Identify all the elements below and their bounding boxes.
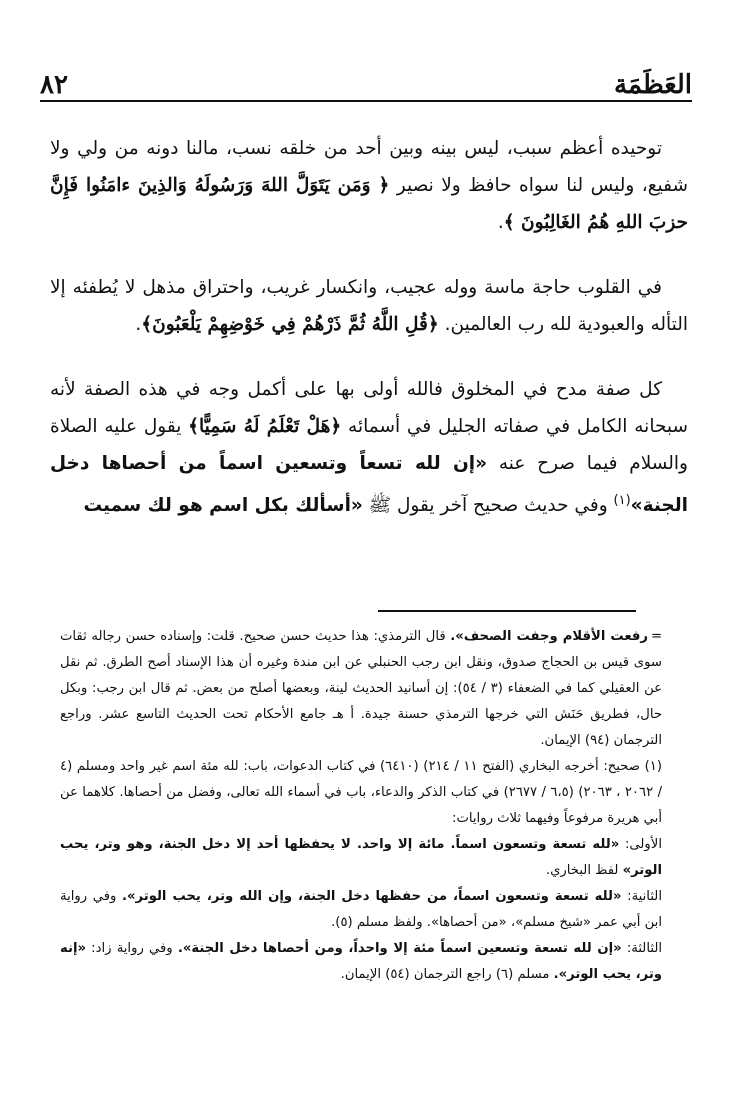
sentence-end: . — [497, 212, 504, 233]
quran-verse: ﴿قُلِ اللَّهُ ثُمَّ ذَرْهُمْ فِي خَوْضِهِمْ يَلْعَبُونَ﴾ — [141, 314, 439, 335]
footnote-1 — [60, 754, 662, 832]
hadith-quote: «أسألك بكل اسم هو لك سميت — [83, 495, 363, 517]
narration-lead: الأولى: — [619, 837, 662, 852]
paragraph-text: توحيده أعظم سبب، ليس بينه وبين أحد من خلقه نسب، مالنا دونه من ولي ولا شفيع، وليس لنا سواه حافظ ولا نصير — [50, 138, 688, 196]
footnote-text: وفي رواية زاد: — [86, 941, 178, 956]
main-text — [50, 130, 688, 552]
paragraph-text: كل صفة مدح في المخلوق فالله أولى بها على أكمل وجه في هذه الصفة لأنه سبحانه الكامل في صفاته الجليل في أسمائه — [50, 379, 688, 437]
footnote-bold: «إنه وتر، يحب الوتر». — [60, 941, 662, 982]
running-title: العَظَمَة — [614, 70, 692, 100]
narration-lead: الثانية: — [621, 889, 662, 904]
footnote-narration-1 — [60, 832, 662, 884]
paragraph-1 — [50, 130, 688, 241]
continuation-mark: = — [650, 629, 662, 644]
page-number: ٨٢ — [40, 70, 68, 100]
paragraph-text: وفي حديث صحيح آخر يقول ﷺ — [362, 495, 614, 517]
footnote-bold: «لله تسعة وتسعون اسماً، من حفظها دخل الجنة، وإن الله وتر، يحب الوتر». — [122, 889, 622, 904]
footnote-continued — [60, 624, 662, 754]
footnote-text: قال الترمذي: هذا حديث حسن صحيح. قلت: وإسناده حسن رجاله ثقات سوى قيس بن الحجاج صدوق، ونقل ابن رجب الحنبلي عن ابن مندة وغيره أن هذا الإسناد أصح الطرق. ثم نقل عن العقيلي كما في الضعفاء (٣ / ٥٤): إن أسانيد الحديث لينة، وبعضها أصلح من بعض. ثم قال ابن رجب: وبكل حال، فطريق حَنَش التي خرجها الترمذي حسنة جيدة. أ هـ جامع الأحكام تحت الحديث التاسع عشر. وراجع الترجمان (٩٤) الإيمان. — [60, 629, 663, 748]
footnote-text: صحيح: أخرجه البخاري (الفتح ١١ / ٢١٤) (٦٤١٠) في كتاب الدعوات، باب: لله مئة اسم غير واحد ومسلم (٤ / ٢٠٦٢ ، ٢٠٦٣) (٦،٥ / ٢٦٧٧) في كتاب الذكر والدعاء، باب في أسماء الله تعالى، وفضل من أحصاها. كلاهما عن أبي هريرة مرفوعاً وفيهما ثلاث روايات: — [60, 759, 663, 826]
footnote-bold: «إن لله تسعة وتسعين اسماً مئة إلا واحداً، ومن أحصاها دخل الجنة». — [177, 941, 622, 956]
page-header — [40, 58, 692, 98]
paragraph-text: في القلوب حاجة ماسة ووله عجيب، وانكسار غريب، واحتراق مذهل لا يُطفئه إلا التأله والعبودية لله رب العالمين. — [50, 277, 688, 335]
footnote-separator — [378, 610, 636, 612]
quran-verse: ﴿هَلْ تَعْلَمُ لَهُ سَمِيًّا﴾ — [188, 416, 342, 437]
footnote-narration-3 — [60, 936, 662, 988]
footnote-text: لفظ البخاري. — [545, 863, 623, 878]
footnote-reference: (١) — [613, 493, 631, 508]
footnote-bold: «لله تسعة وتسعون اسماً. مائة إلا واحد. لا يحفظها أحد إلا دخل الجنة، وهو وتر، يحب الوتر» — [60, 837, 662, 878]
paragraph-text: يقول عليه الصلاة والسلام فيما صرح عنه — [50, 416, 688, 474]
footnote-text: مسلم (٦) راجع الترجمان (٥٤) الإيمان. — [340, 967, 554, 982]
footnote-narration-2 — [60, 884, 662, 936]
footnote-text: وفي رواية ابن أبي عمر «شيخ مسلم»، «من أحصاها». ولفظ مسلم (٥). — [60, 889, 662, 930]
footnote-number: (١) — [644, 759, 663, 774]
footnote-bold: رفعت الأقلام وجفت الصحف». — [450, 629, 648, 644]
narration-lead: الثالثة: — [621, 941, 663, 956]
quran-verse: ﴿ وَمَن يَتَوَلَّ اللهَ وَرَسُولَهُ وَالذِينَ ءامَنُوا فَإِنَّ حزبَ اللهِ هُمُ الغَالِبُونَ ﴾ — [50, 175, 688, 233]
header-rule — [40, 100, 692, 102]
hadith-quote: «إن لله تسعاً وتسعين اسماً من أحصاها دخل الجنة» — [50, 453, 688, 517]
sentence-end: . — [135, 314, 142, 335]
paragraph-2 — [50, 269, 688, 343]
paragraph-3 — [50, 371, 688, 524]
footnotes — [60, 624, 662, 988]
